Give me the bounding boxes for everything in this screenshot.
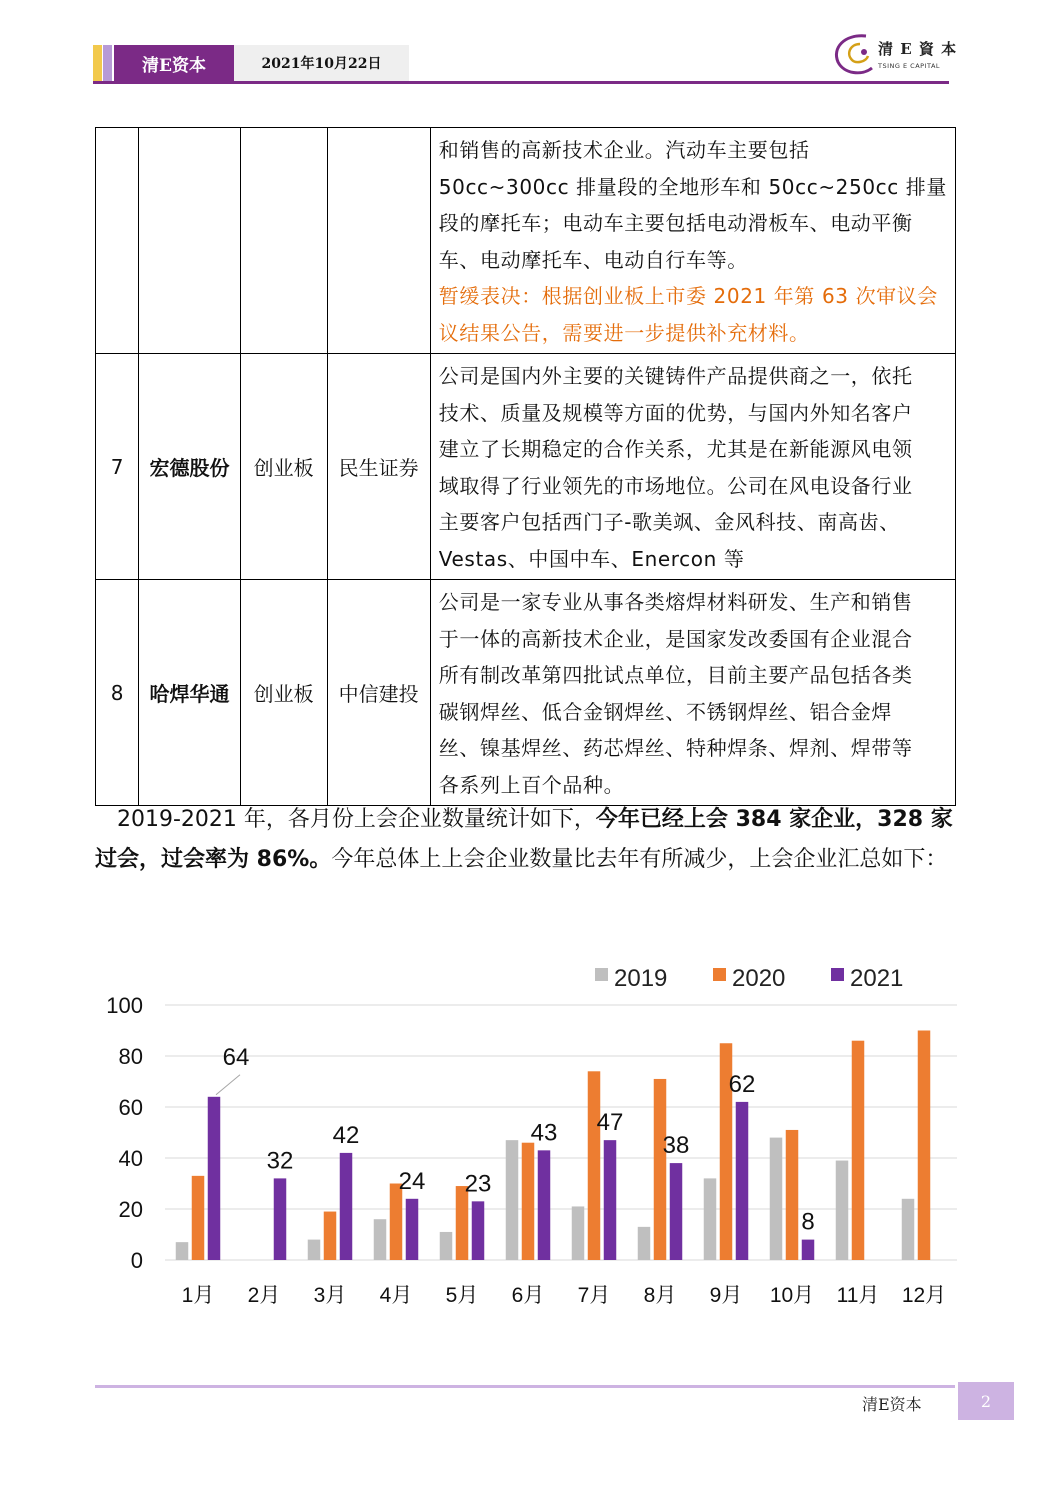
description-line: 和销售的高新技术企业。汽动车主要包括: [438, 138, 810, 162]
row-number: [96, 128, 139, 354]
x-tick-label: 6月: [511, 1284, 545, 1307]
x-tick-label: 8月: [643, 1284, 677, 1307]
bar-2020: [852, 1041, 865, 1260]
bar-2019: [176, 1242, 189, 1260]
bar-2019: [506, 1140, 519, 1260]
row-number: 8: [96, 580, 139, 806]
row-number: 7: [96, 354, 139, 580]
legend-swatch: [713, 968, 726, 981]
sponsor: 民生证券: [327, 354, 430, 580]
x-tick-label: 12月: [901, 1284, 947, 1307]
company-name: [139, 128, 240, 354]
description-line: 于一体的高新技术企业，是国家发改委国有企业混合: [438, 626, 913, 651]
deferral-note-line: 议结果公告，需要进一步提供补充材料。: [438, 320, 810, 345]
y-tick-label: 20: [118, 1197, 143, 1222]
y-tick-label: 40: [118, 1146, 143, 1171]
legend-swatch: [831, 968, 844, 981]
bar-2021: [736, 1102, 749, 1260]
description-line: 域取得了行业领先的市场地位。公司在风电设备行业: [438, 473, 913, 498]
data-label: 47: [596, 1109, 624, 1137]
bar-2020: [192, 1176, 205, 1260]
bar-2021: [208, 1097, 221, 1260]
bar-2020: [786, 1130, 799, 1260]
listing-board: 创业板: [240, 354, 327, 580]
x-tick-label: 2月: [247, 1284, 281, 1307]
bar-2021: [406, 1199, 419, 1260]
table-row: [96, 580, 956, 806]
summary-text: 2019-2021 年，各月份上会企业数量统计如下，: [117, 807, 596, 832]
description-line: 碳钢焊丝、低合金钢焊丝、不锈钢焊丝、铝合金焊: [438, 699, 892, 724]
bar-2021: [340, 1153, 353, 1260]
bar-2020: [588, 1071, 601, 1260]
listing-board: [240, 128, 327, 354]
x-tick-label: 3月: [313, 1284, 347, 1307]
description-line: 段的摩托车；电动车主要包括电动滑板车、电动平衡: [438, 211, 913, 235]
description-line: 各系列上百个品种。: [438, 772, 625, 797]
logo-text-cn: 清 E 資 本: [878, 40, 958, 58]
page-number: 2: [958, 1382, 1014, 1420]
sponsor: 中信建投: [327, 580, 430, 806]
x-tick-label: 7月: [577, 1284, 611, 1307]
x-tick-label: 9月: [709, 1284, 743, 1307]
data-label: 42: [332, 1121, 360, 1149]
bar-2019: [440, 1232, 453, 1260]
company-description: [430, 128, 955, 354]
header-accent-yellow: [93, 45, 102, 81]
bar-2019: [308, 1240, 321, 1260]
bar-2019: [836, 1161, 849, 1260]
description-line: 50cc~300cc 排量段的全地形车和 50cc~250cc 排量: [438, 174, 947, 199]
description-line: 车、电动摩托车、电动自行车等。: [438, 247, 748, 272]
legend-label: 2020: [732, 965, 786, 992]
y-tick-label: 100: [106, 993, 143, 1018]
data-label: 43: [530, 1119, 558, 1147]
header-rule: [93, 81, 949, 84]
description-line: 所有制改革第四批试点单位，目前主要产品包括各类: [438, 663, 913, 687]
y-tick-label: 80: [118, 1044, 143, 1069]
x-tick-label: 4月: [379, 1284, 413, 1307]
company-description: [430, 354, 955, 580]
data-label: 23: [464, 1170, 492, 1198]
bar-2021: [274, 1178, 287, 1260]
y-tick-label: 0: [130, 1248, 143, 1273]
ipo-table: [95, 127, 956, 806]
bar-2019: [572, 1206, 585, 1260]
bar-2020: [324, 1212, 337, 1260]
bar-2021: [670, 1163, 683, 1260]
bar-2019: [902, 1199, 915, 1260]
table-row: [96, 354, 956, 580]
bar-2019: [638, 1227, 651, 1260]
bar-2019: [374, 1219, 387, 1260]
data-label: 62: [728, 1070, 756, 1098]
y-tick-label: 60: [118, 1095, 143, 1120]
summary-text-end: 今年总体上上会企业数量比去年有所减少，上会企业汇总如下：: [331, 847, 948, 872]
logo-text-en: TSING E CAPITAL: [878, 62, 941, 70]
deferral-note-line: 暂缓表决：根据创业板上市委 2021 年第 63 次审议会: [438, 284, 938, 308]
bar-2021: [604, 1140, 617, 1260]
listing-board: 创业板: [240, 580, 327, 806]
bar-2020: [522, 1143, 535, 1260]
description-line: 公司是一家专业从事各类熔焊材料研发、生产和销售: [438, 590, 913, 614]
description-line: 技术、质量及规模等方面的优势，与国内外知名客户: [438, 400, 913, 425]
description-line: Vestas、中国中车、Enercon 等: [438, 546, 745, 571]
x-tick-label: 1月: [181, 1284, 215, 1307]
bar-2019: [770, 1138, 783, 1260]
x-tick-label: 5月: [445, 1284, 479, 1307]
summary-paragraph: [95, 800, 957, 880]
company-name: 宏德股份: [139, 354, 240, 580]
page-header: [0, 0, 1051, 100]
table-row: [96, 128, 956, 354]
bar-2020: [918, 1031, 931, 1261]
bar-2019: [704, 1178, 717, 1260]
legend-label: 2019: [614, 965, 668, 992]
data-label-leader: [216, 1075, 240, 1095]
bar-2021: [538, 1150, 551, 1260]
description-line: 公司是国内外主要的关键铸件产品提供商之一，依托: [438, 364, 913, 388]
footer-rule: [95, 1385, 955, 1388]
x-tick-label: 11月: [836, 1284, 880, 1307]
data-label: 38: [662, 1132, 690, 1160]
description-line: 丝、镍基焊丝、药芯焊丝、特种焊条、焊剂、焊带等: [438, 736, 913, 760]
bar-2021: [802, 1240, 815, 1260]
sponsor: [327, 128, 430, 354]
data-label: 64: [222, 1043, 250, 1071]
bar-2020: [654, 1079, 667, 1260]
company-name: 哈焊华通: [139, 580, 240, 806]
monthly-meetings-chart: [95, 955, 965, 1315]
bar-2021: [472, 1201, 485, 1260]
bar-2020: [390, 1184, 403, 1261]
header-date: 2021年10月22日: [234, 45, 409, 81]
description-line: 建立了长期稳定的合作关系，尤其是在新能源风电领: [438, 437, 913, 461]
company-description: [430, 580, 955, 806]
legend-label: 2021: [850, 965, 904, 992]
description-line: 主要客户包括西门子-歌美飒、金风科技、南高齿、: [438, 510, 900, 534]
data-label: 24: [398, 1167, 426, 1195]
header-brand: 清E资本: [114, 45, 234, 81]
data-label: 8: [801, 1208, 815, 1236]
x-tick-label: 10月: [769, 1284, 815, 1307]
data-label: 32: [266, 1147, 294, 1175]
summary-highlight: 今年已经上会 384 家企业，328 家过会，过会率为 86%。: [95, 807, 953, 872]
legend-swatch: [595, 968, 608, 981]
header-accent-lavender: [103, 45, 112, 81]
footer-brand: 清E资本: [862, 1395, 922, 1414]
